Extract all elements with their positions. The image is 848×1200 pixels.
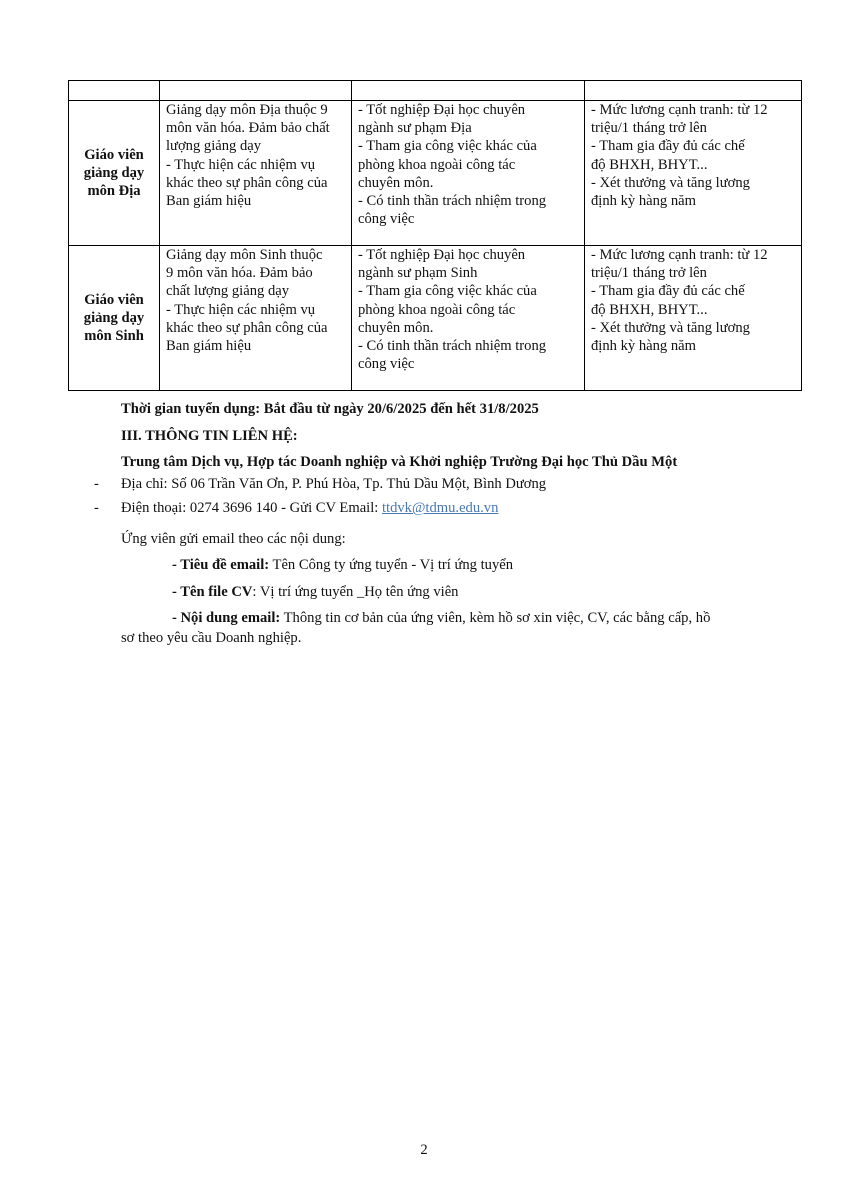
requirements-cell: - Tốt nghiệp Đại học chuyên ngành sư phạm Địa - Tham gia công việc khác của phòng khoa ngoài công tác chuyên môn. - Có tinh thần trách nhiệm trong công việc (352, 101, 585, 246)
table-continuation-row (69, 81, 802, 101)
benefits-cell: - Mức lương cạnh tranh: từ 12 triệu/1 tháng trở lên - Tham gia đầy đủ các chế độ BHXH, BHYT... - Xét thưởng và tăng lương định kỳ hàng năm (585, 101, 802, 246)
cv-filename-label: - Tên file CV (172, 584, 253, 600)
organization-name: Trung tâm Dịch vụ, Hợp tác Doanh nghiệp và Khởi nghiệp Trường Đại học Thủ Dầu Một (121, 454, 678, 470)
requirements-cell: - Tốt nghiệp Đại học chuyên ngành sư phạm Sinh - Tham gia công việc khác của phòng khoa ngoài công tác chuyên môn. - Có tinh thần trách nhiệm trong công việc (352, 246, 585, 391)
role-cell: Giáo viên giảng dạy môn Địa (69, 101, 160, 246)
email-content-value: Thông tin cơ bản của ứng viên, kèm hồ sơ xin việc, CV, các bằng cấp, hồ (280, 610, 711, 626)
email-link[interactable]: ttdvk@tdmu.edu.vn (381, 500, 499, 516)
address-line: Địa chỉ: Số 06 Trần Văn Ơn, P. Phú Hòa, Tp. Thủ Dầu Một, Bình Dương (121, 476, 547, 492)
recruitment-period: Thời gian tuyển dụng: Bắt đầu từ ngày 20/6/2025 đến hết 31/8/2025 (121, 401, 539, 417)
job-table (68, 80, 802, 391)
section-heading: III. THÔNG TIN LIÊN HỆ: (121, 428, 298, 444)
cv-filename-line (172, 584, 458, 601)
email-content-continuation: sơ theo yêu cầu Doanh nghiệp. (121, 630, 302, 646)
bullet-dash: - (94, 476, 99, 492)
email-subject-line (172, 557, 513, 574)
email-instructions-intro: Ứng viên gửi email theo các nội dung: (121, 531, 346, 547)
email-content-line (172, 610, 710, 627)
email-subject-value: Tên Công ty ứng tuyển - Vị trí ứng tuyển (269, 557, 514, 573)
cv-filename-value: : Vị trí ứng tuyển _Họ tên ứng viên (252, 584, 459, 600)
email-content-label: - Nội dung email: (172, 610, 281, 626)
role-cell: Giáo viên giảng dạy môn Sinh (69, 246, 160, 391)
phone-line (121, 500, 498, 517)
bullet-dash: - (94, 500, 99, 516)
table-row (69, 246, 802, 391)
description-cell: Giảng dạy môn Sinh thuộc 9 môn văn hóa. Đảm bảo chất lượng giảng dạy - Thực hiện các nhiệm vụ khác theo sự phân công của Ban giám hiệu (160, 246, 352, 391)
table-row (69, 101, 802, 246)
page-number: 2 (420, 1142, 428, 1158)
benefits-cell: - Mức lương cạnh tranh: từ 12 triệu/1 tháng trở lên - Tham gia đầy đủ các chế độ BHXH, BHYT... - Xét thưởng và tăng lương định kỳ hàng năm (585, 246, 802, 391)
phone-text: Điện thoại: 0274 3696 140 - Gửi CV Email: (121, 500, 382, 516)
email-subject-label: - Tiêu đề email: (172, 557, 270, 573)
description-cell: Giảng dạy môn Địa thuộc 9 môn văn hóa. Đảm bảo chất lượng giảng dạy - Thực hiện các nhiệm vụ khác theo sự phân công của Ban giám hiệu (160, 101, 352, 246)
